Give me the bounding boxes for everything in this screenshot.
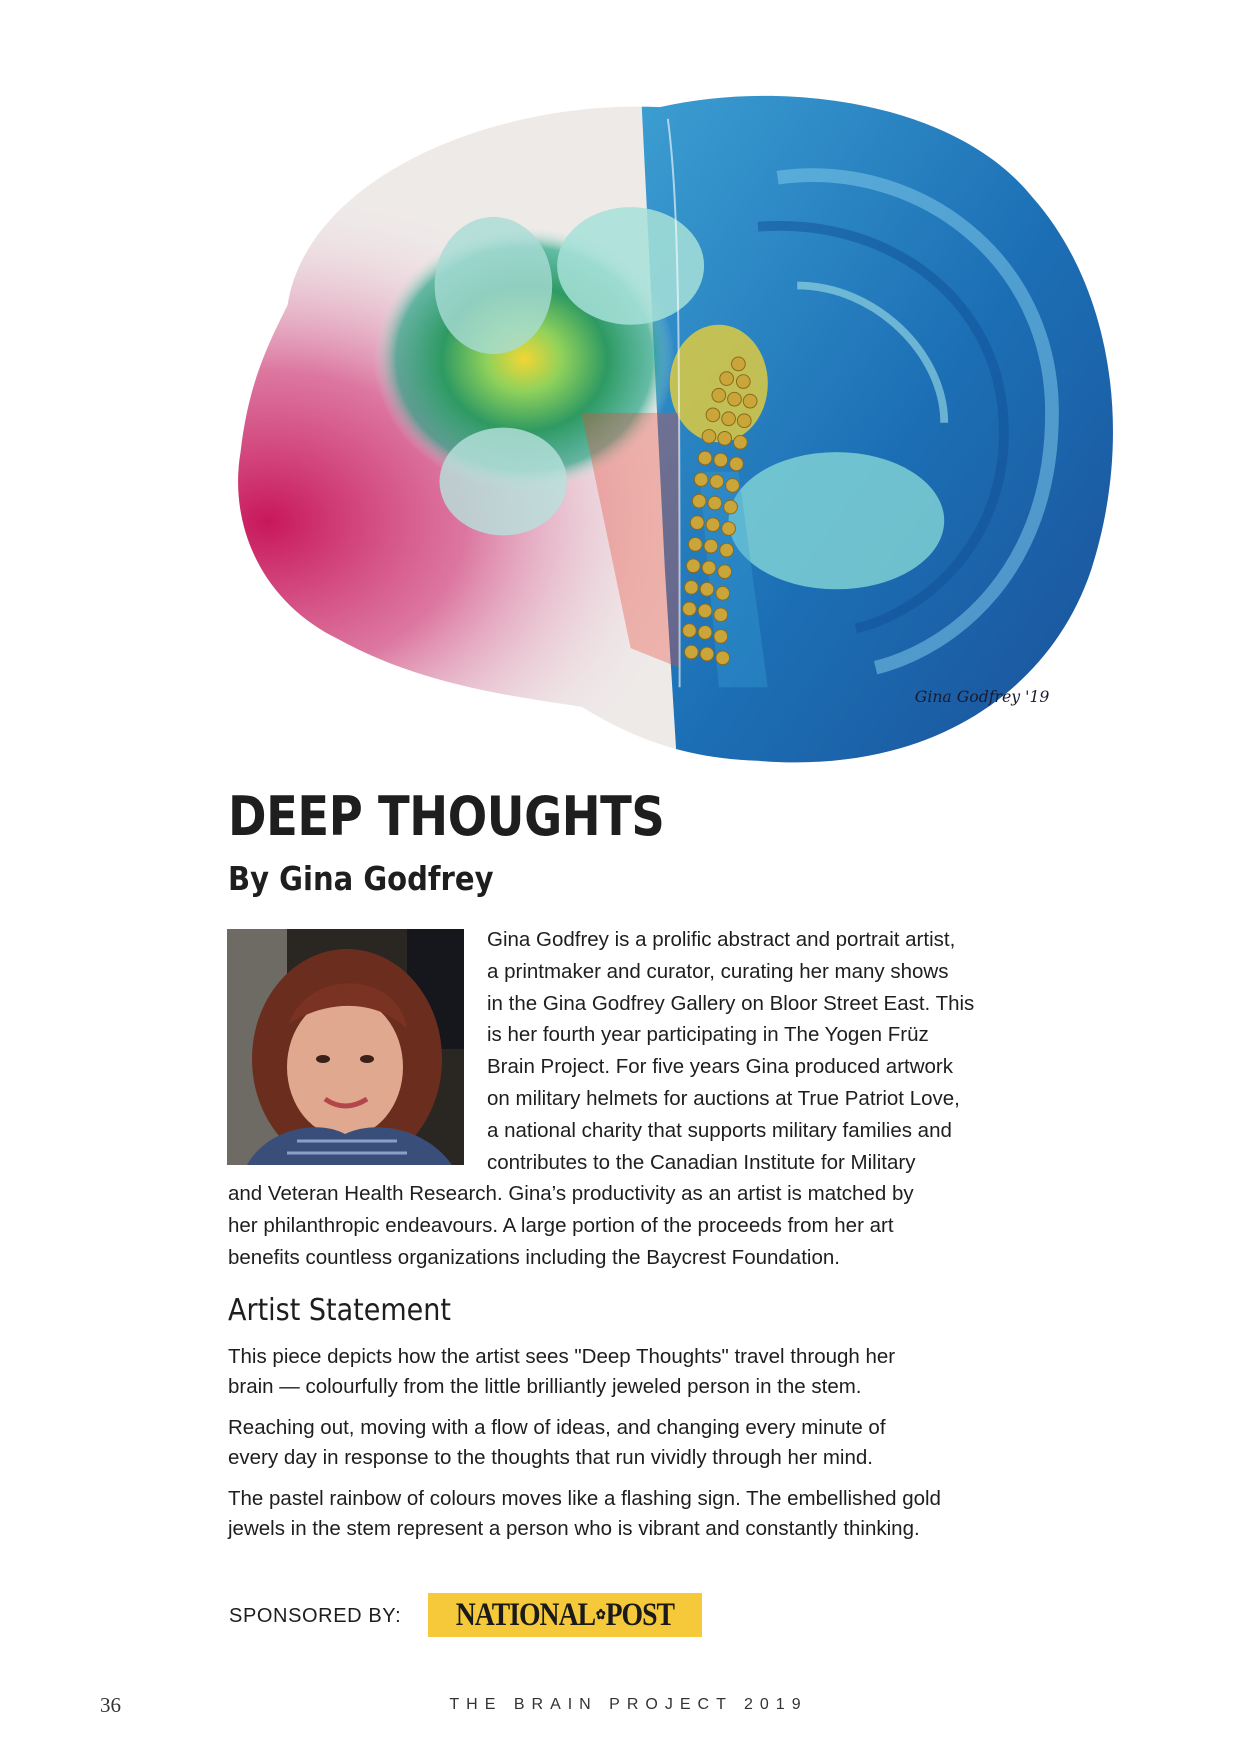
flower-icon: ✿	[596, 1607, 605, 1623]
statement-paragraph	[228, 1342, 1068, 1402]
artist-signature: Gina Godfrey '19	[914, 687, 1050, 707]
artist-statement-heading: Artist Statement	[228, 1293, 451, 1328]
bio-line: Brain Project. For five years Gina produced artwork	[487, 1055, 953, 1079]
statement-line: This piece depicts how the artist sees "Deep Thoughts" travel through her	[228, 1345, 896, 1368]
artist-statement	[228, 1342, 1068, 1555]
statement-line: brain — colourfully from the little brilliantly jeweled person in the stem.	[228, 1375, 862, 1398]
artist-bio-continued	[228, 1178, 1058, 1273]
brain-sculpture-image	[170, 60, 1150, 805]
artist-portrait-photo	[227, 929, 464, 1165]
publication-footer: THE BRAIN PROJECT 2019	[449, 1696, 808, 1713]
bio-line: in the Gina Godfrey Gallery on Bloor Street East. This	[487, 991, 975, 1015]
statement-line: every day in response to the thoughts that run vividly through her mind.	[228, 1446, 873, 1469]
bio-line: is her fourth year participating in The Yogen Früz	[487, 1023, 929, 1047]
bio-line: a printmaker and curator, curating her many shows	[487, 959, 949, 983]
national-post-logo	[428, 1593, 702, 1637]
bio-line: on military helmets for auctions at True Patriot Love,	[487, 1086, 960, 1110]
national-post-wordmark	[455, 1596, 675, 1633]
artwork-title: DEEP THOUGHTS	[228, 785, 665, 848]
bio-line: benefits countless organizations including the Baycrest Foundation.	[228, 1245, 840, 1269]
logo-word-post: POST	[605, 1596, 675, 1633]
bio-line: contributes to the Canadian Institute for Military	[487, 1150, 916, 1174]
sponsor-label: SPONSORED BY:	[229, 1605, 402, 1627]
brain-sculpture-artwork	[170, 60, 1150, 805]
bio-line: Gina Godfrey is a prolific abstract and portrait artist,	[487, 928, 956, 951]
statement-paragraph	[228, 1413, 1068, 1473]
page-number: 36	[100, 1693, 121, 1717]
bio-line: her philanthropic endeavours. A large portion of the proceeds from her art	[228, 1213, 894, 1237]
artist-bio-wrapped	[487, 924, 1047, 1178]
artist-portrait	[227, 929, 464, 1165]
bio-line: a national charity that supports military families and	[487, 1118, 952, 1142]
statement-line: Reaching out, moving with a flow of ideas, and changing every minute of	[228, 1416, 886, 1439]
statement-line: jewels in the stem represent a person who is vibrant and constantly thinking.	[228, 1517, 920, 1540]
bio-line: and Veteran Health Research. Gina’s productivity as an artist is matched by	[228, 1182, 914, 1205]
logo-word-national: NATIONAL	[455, 1596, 596, 1633]
artist-byline: By Gina Godfrey	[228, 859, 494, 898]
statement-paragraph	[228, 1484, 1068, 1544]
statement-line: The pastel rainbow of colours moves like a flashing sign. The embellished gold	[228, 1487, 941, 1510]
